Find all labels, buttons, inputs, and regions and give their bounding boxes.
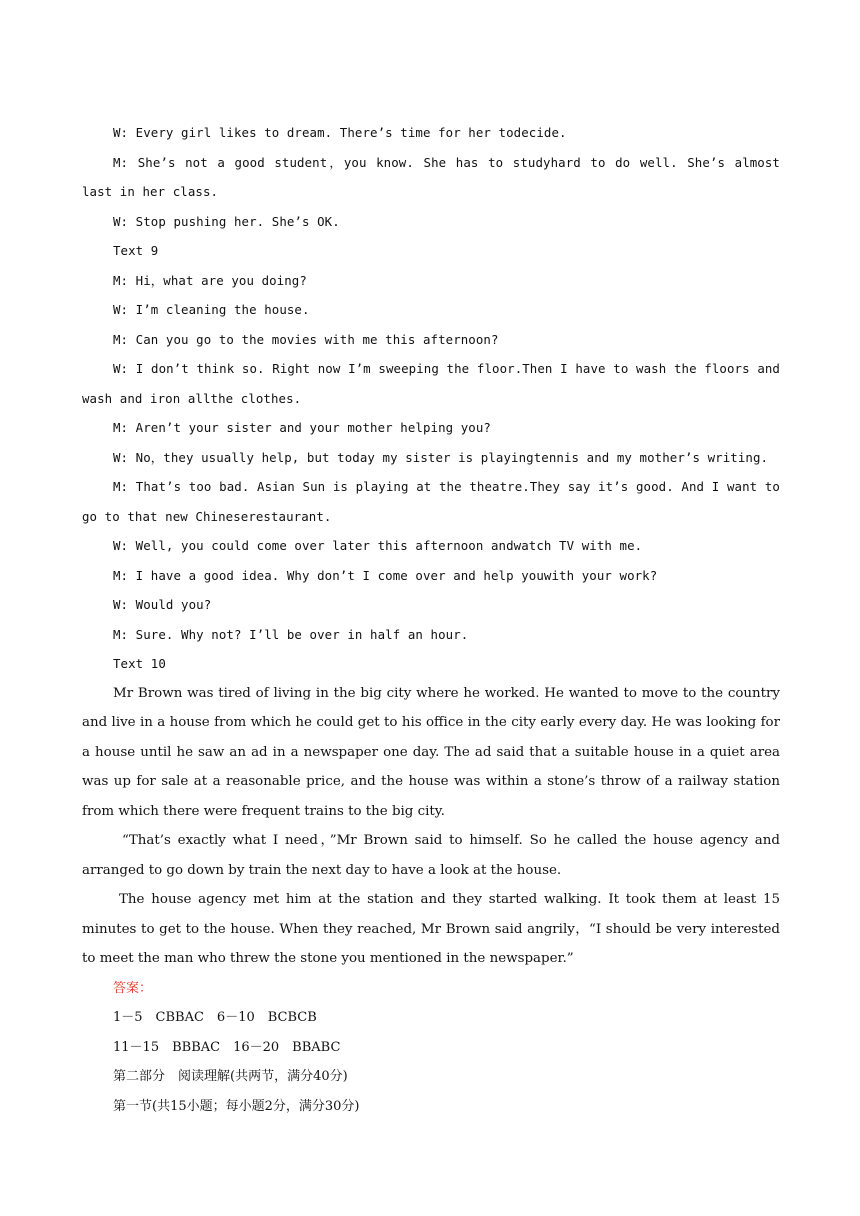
section-heading: 第二部分 阅读理解(共两节，满分40分): [113, 1069, 348, 1084]
dialogue-line: W: Every girl likes to dream. There’s time for her todecide.: [113, 125, 567, 140]
answer-row: 1－5 CBBAC 6－10 BCBCB: [113, 1010, 317, 1025]
dialogue-line: M: Hi，what are you doing?: [113, 272, 307, 288]
dialogue-line: W: Would you?: [113, 597, 212, 612]
dialogue-line: M: She’s not a good student，you know. She has to studyhard to do well. She’s almost last in her class.: [82, 154, 780, 199]
dialogue-line: W: I don’t think so. Right now I’m sweeping the floor.Then I have to wash the floors and wash and iron allthe clothes.: [82, 361, 780, 406]
dialogue-line: M: Can you go to the movies with me this afternoon?: [113, 331, 499, 347]
dialogue-line: W: Stop pushing her. She’s OK.: [113, 213, 340, 229]
dialogue-line: M: Aren’t your sister and your mother helping you?: [113, 420, 491, 435]
dialogue-line: W: Well, you could come over later this afternoon andwatch TV with me.: [113, 538, 643, 553]
text-heading: Text 9: [113, 243, 159, 258]
answer-row: 11－15 BBBAC 16－20 BBABC: [113, 1039, 341, 1055]
dialogue-line: M: Sure. Why not? I’ll be over in half an hour.: [113, 626, 469, 642]
dialogue-line: W: No，they usually help, but today my sister is playingtennis and my mother’s writing.: [113, 449, 769, 465]
dialogue-line: W: I’m cleaning the house.: [113, 302, 310, 317]
passage-paragraph: The house agency met him at the station and they started walking. It took them at least 15 minutes to get to the house. When they reached, Mr Brown said angrily，“I should be very interested to meet the man who threw the stone you mentioned in the newspaper.”: [82, 892, 780, 966]
dialogue-line: M: I have a good idea. Why don’t I come over and help youwith your work?: [113, 567, 658, 583]
document-page: [82, 118, 780, 1121]
text-heading: Text 10: [113, 656, 166, 671]
section-heading: 第一节(共15小题；每小题2分，满分30分): [113, 1098, 360, 1114]
passage-paragraph: “That’s exactly what I need，”Mr Brown said to himself. So he called the house agency and arranged to go down by train the next day to have a look at the house.: [82, 833, 780, 878]
dialogue-line: M: That’s too bad. Asian Sun is playing at the theatre.They say it’s good. And I want to go to that new Chineserestaurant.: [82, 479, 780, 524]
answer-label: 答案：: [113, 980, 153, 996]
passage-paragraph: Mr Brown was tired of living in the big city where he worked. He wanted to move to the country and live in a house from which he could get to his office in the city early every day. He was looking for a house until he saw an ad in a newspaper one day. The ad said that a suitable house in a quiet area was up for sale at a reasonable price, and the house was within a stone’s throw of a railway station from which there were frequent trains to the big city.: [82, 685, 780, 819]
